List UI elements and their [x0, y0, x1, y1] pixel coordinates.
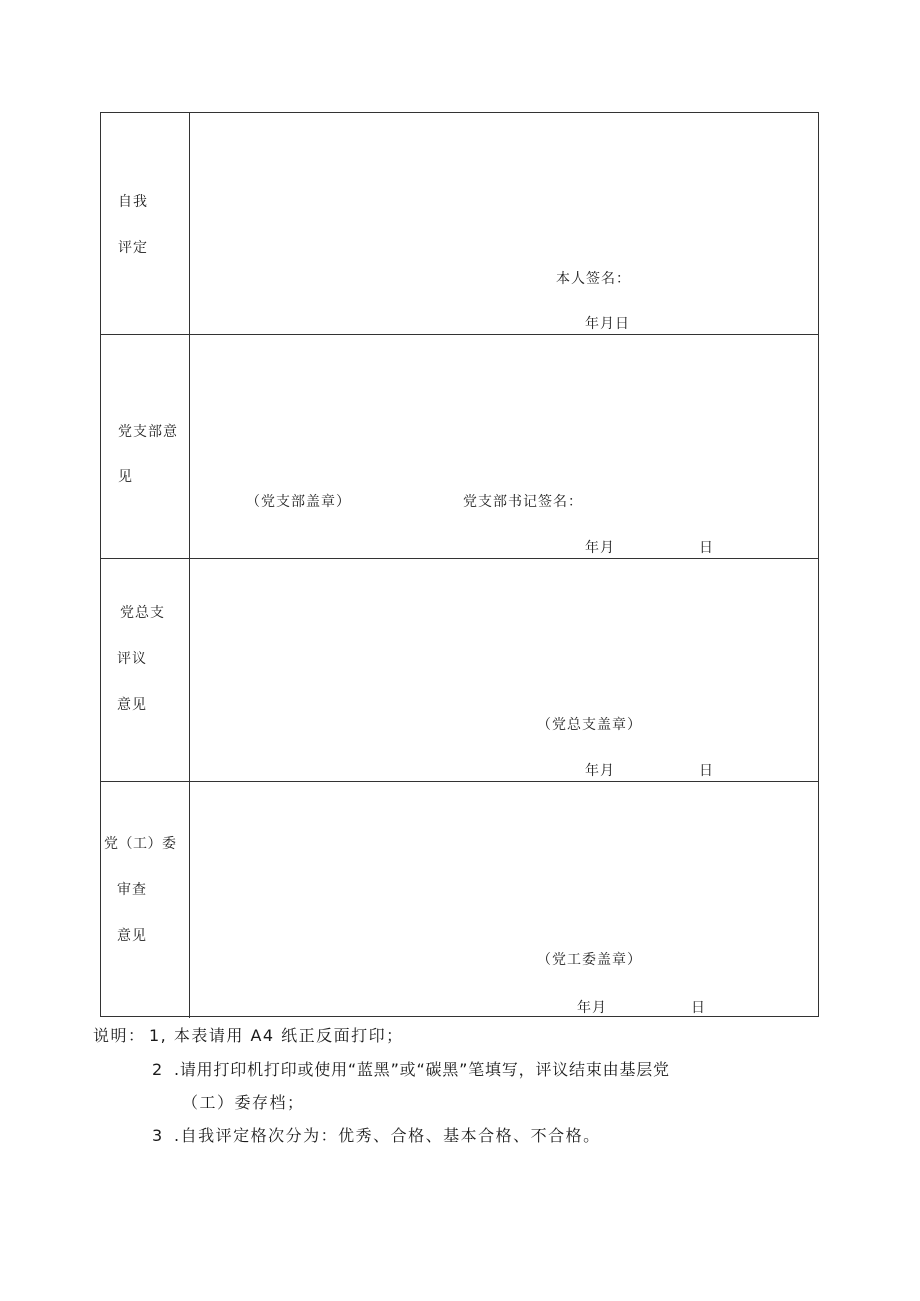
date-day[interactable]: 日 — [691, 1000, 706, 1016]
row-committee-review — [101, 782, 818, 1018]
row-label-line: 自我 — [118, 194, 148, 210]
row-label-line: 见 — [118, 469, 133, 485]
label-cell-general-branch-opinion — [101, 559, 190, 781]
row-label-line: 评议 — [117, 651, 147, 667]
note-item-1: 1, 本表请用 A4 纸正反面打印； — [149, 1026, 404, 1045]
row-label-line: 意见 — [117, 697, 147, 713]
row-label-line: 评定 — [118, 240, 148, 256]
date-day[interactable]: 日 — [699, 540, 714, 556]
label-cell-committee-review — [101, 782, 190, 1018]
date-day[interactable]: 日 — [699, 763, 714, 779]
row-label-line: 党总支 — [120, 605, 165, 621]
date-year-month[interactable]: 年月 — [585, 540, 615, 556]
branch-seal-field[interactable]: （党支部盖章） — [246, 494, 351, 510]
note-item-3: .自我评定格次分为：优秀、合格、基本合格、不合格。 — [174, 1126, 601, 1145]
row-label-line: 审查 — [117, 882, 147, 898]
notes-prefix: 说明： — [93, 1026, 146, 1045]
label-cell-branch-opinion — [101, 335, 190, 558]
note-item-2-number: 2 — [152, 1060, 164, 1079]
evaluation-form-table — [100, 112, 819, 1017]
row-general-branch-opinion — [101, 559, 818, 782]
label-cell-self-evaluation — [101, 113, 190, 334]
row-self-evaluation — [101, 113, 818, 335]
date-year-month[interactable]: 年月 — [577, 1000, 607, 1016]
general-branch-seal-field[interactable]: （党总支盖章） — [537, 717, 642, 733]
committee-seal-field[interactable]: （党工委盖章） — [537, 952, 642, 968]
row-branch-opinion — [101, 335, 818, 559]
note-item-2-line-1: .请用打印机打印或使用“蓝黑”或“碳黑”笔填写，评议结束由基层党 — [174, 1060, 670, 1079]
note-item-2-line-2: （工）委存档； — [182, 1093, 305, 1112]
row-label-line: 意见 — [117, 928, 147, 944]
note-item-3-number: 3 — [152, 1126, 164, 1145]
date-year-month[interactable]: 年月 — [585, 763, 615, 779]
self-signature-field[interactable]: 本人签名： — [556, 271, 631, 287]
row-label-line: 党支部意 — [118, 424, 178, 440]
row-label-line: 党（工）委 — [104, 836, 177, 852]
branch-secretary-signature-field[interactable]: 党支部书记签名： — [463, 494, 583, 510]
date-field[interactable]: 年月日 — [585, 316, 630, 332]
